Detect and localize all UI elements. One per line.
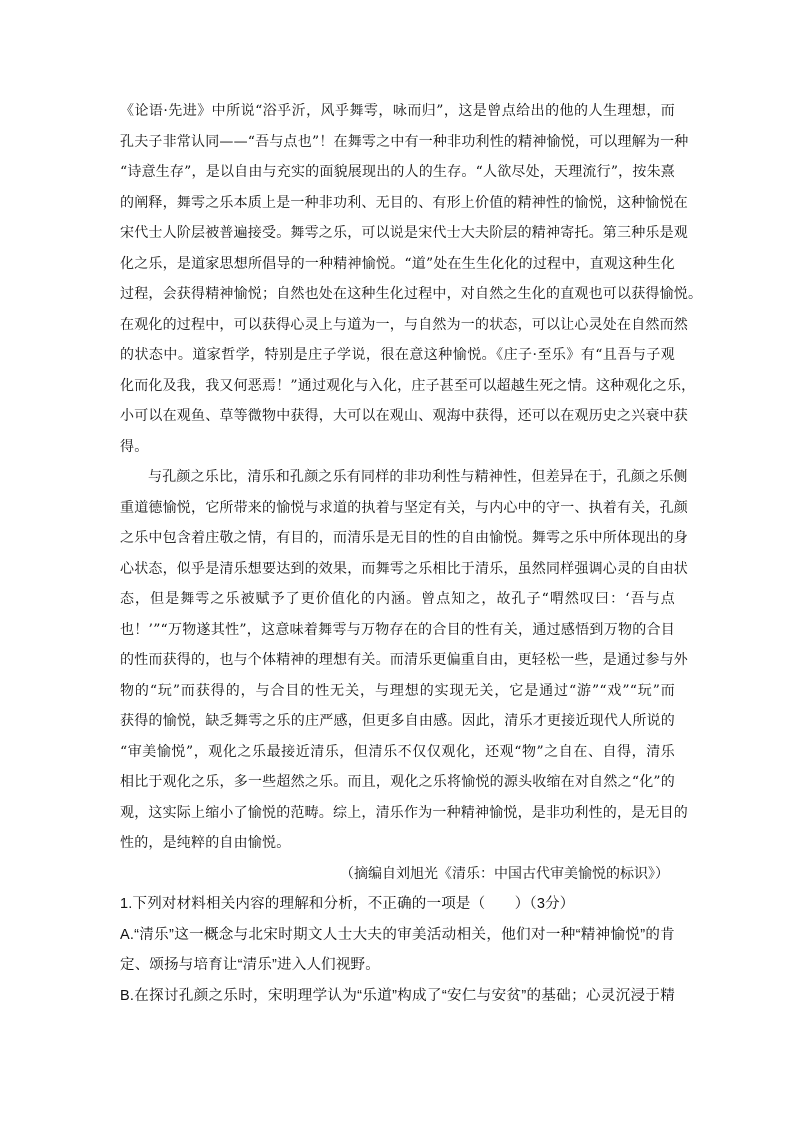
text-line: 的状态中。道家哲学，特别是庄子学说，很在意这种愉悦。《庄子·至乐》有“且吾与子观 [120,347,675,363]
document-page [120,96,703,1011]
text-line: 相比于观化之乐，多一些超然之乐。而且，观化之乐将愉悦的源头收缩在对自然之“化”的 [120,774,675,790]
question-stem: 1.下列对材料相关内容的理解和分析，不正确的一项是（ ）（3分） [120,896,575,912]
text-line: 的性而获得的，也与个体精神的理想有关。而清乐更偏重自由，更轻松一些，是通过参与外 [120,652,688,668]
option-a-line: A.“清乐”这一概念与北宋时期文人士大夫的审美活动相关，他们对一种“精神愉悦”的肯 [120,926,675,943]
text-line: 小可以在观鱼、草等微物中获得，大可以在观山、观海中获得，还可以在观历史之兴衰中获 [120,408,688,424]
option-a-line: 定、颂扬与培育让“清乐”进入人们视野。 [120,957,380,973]
text-line: “诗意生存”，是以自由与充实的面貌展现出的人的生存。“人欲尽处，天理流行”，按朱熹 [120,164,675,180]
text-line: 过程，会获得精神愉悦；自然也处在这种生化过程中，对自然之生化的直观也可以获得愉悦。 [120,286,703,302]
text-line: 观，这实际上缩小了愉悦的范畴。综上，清乐作为一种精神愉悦，是非功利性的，是无目的 [120,804,688,821]
question-1 [120,889,675,1011]
text-line: 性的，是纯粹的自由愉悦。 [120,835,291,851]
paragraph-2 [120,462,688,859]
text-line: 心状态，似乎是清乐想要达到的效果，而舞雩之乐相比于清乐，虽然同样强调心灵的自由状 [120,560,688,577]
text-line: 《论语·先进》中所说“浴乎沂，风乎舞雩，咏而归”，这是曾点给出的他的人生理想，而 [120,103,675,119]
text-line: “审美愉悦”，观化之乐最接近清乐，但清乐不仅仅观化，还观“物”之自在、自得，清乐 [120,743,675,760]
text-line: 态，但是舞雩之乐被赋予了更价值化的内涵。曾点知之，故孔子“喟然叹曰：‘吾与点 [120,591,675,607]
text-line: 的阐释，舞雩之乐本质上是一种非功利、无目的、有形上价值的精神性的愉悦，这种愉悦在 [120,194,688,211]
text-line: 获得的愉悦，缺乏舞雩之乐的庄严感，但更多自由感。因此，清乐才更接近现代人所说的 [120,713,675,729]
source-citation: （摘编自刘旭光《清乐：中国古代审美愉悦的标识》） [340,865,669,882]
text-line: 化之乐，是道家思想所倡导的一种精神愉悦。“道”处在生生化化的过程中，直观这种生化 [120,255,675,272]
text-line: 与孔颜之乐比，清乐和孔颜之乐有同样的非功利性与精神性，但差异在于，孔颜之乐侧 [148,469,688,485]
text-line: 也！’”“万物遂其性”，这意味着舞雩与万物存在的合目的性有关，通过感悟到万物的合目 [120,621,675,638]
text-line: 化而化及我，我又何恶焉！”通过观化与入化，庄子甚至可以超越生死之情。这种观化之乐， [120,377,696,394]
text-line: 宋代士人阶层被普遍接受。舞雩之乐，可以说是宋代士大夫阶层的精神寄托。第三种乐是观 [120,225,688,241]
text-line: 得。 [120,438,149,455]
option-b-line: B.在探讨孔颜之乐时，宋明理学认为“乐道”构成了“安仁与安贫”的基础；心灵沉浸于精 [120,987,675,1004]
text-line: 孔夫子非常认同——“吾与点也”！在舞雩之中有一种非功利性的精神愉悦，可以理解为一种 [120,133,689,150]
text-line: 之乐中包含着庄敬之情，有目的，而清乐是无目的性的自由愉悦。舞雩之乐中所体现出的身 [120,530,688,546]
paragraph-1 [120,96,703,462]
text-line: 重道德愉悦，它所带来的愉悦与求道的执着与坚定有关，与内心中的守一、执着有关，孔颜 [120,499,688,516]
text-line: 物的“玩”而获得的，与合目的性无关，与理想的实现无关，它是通过“游”“戏”“玩”而 [120,682,675,699]
text-line: 在观化的过程中，可以获得心灵上与道为一，与自然为一的状态，可以让心灵处在自然而然 [120,316,688,333]
